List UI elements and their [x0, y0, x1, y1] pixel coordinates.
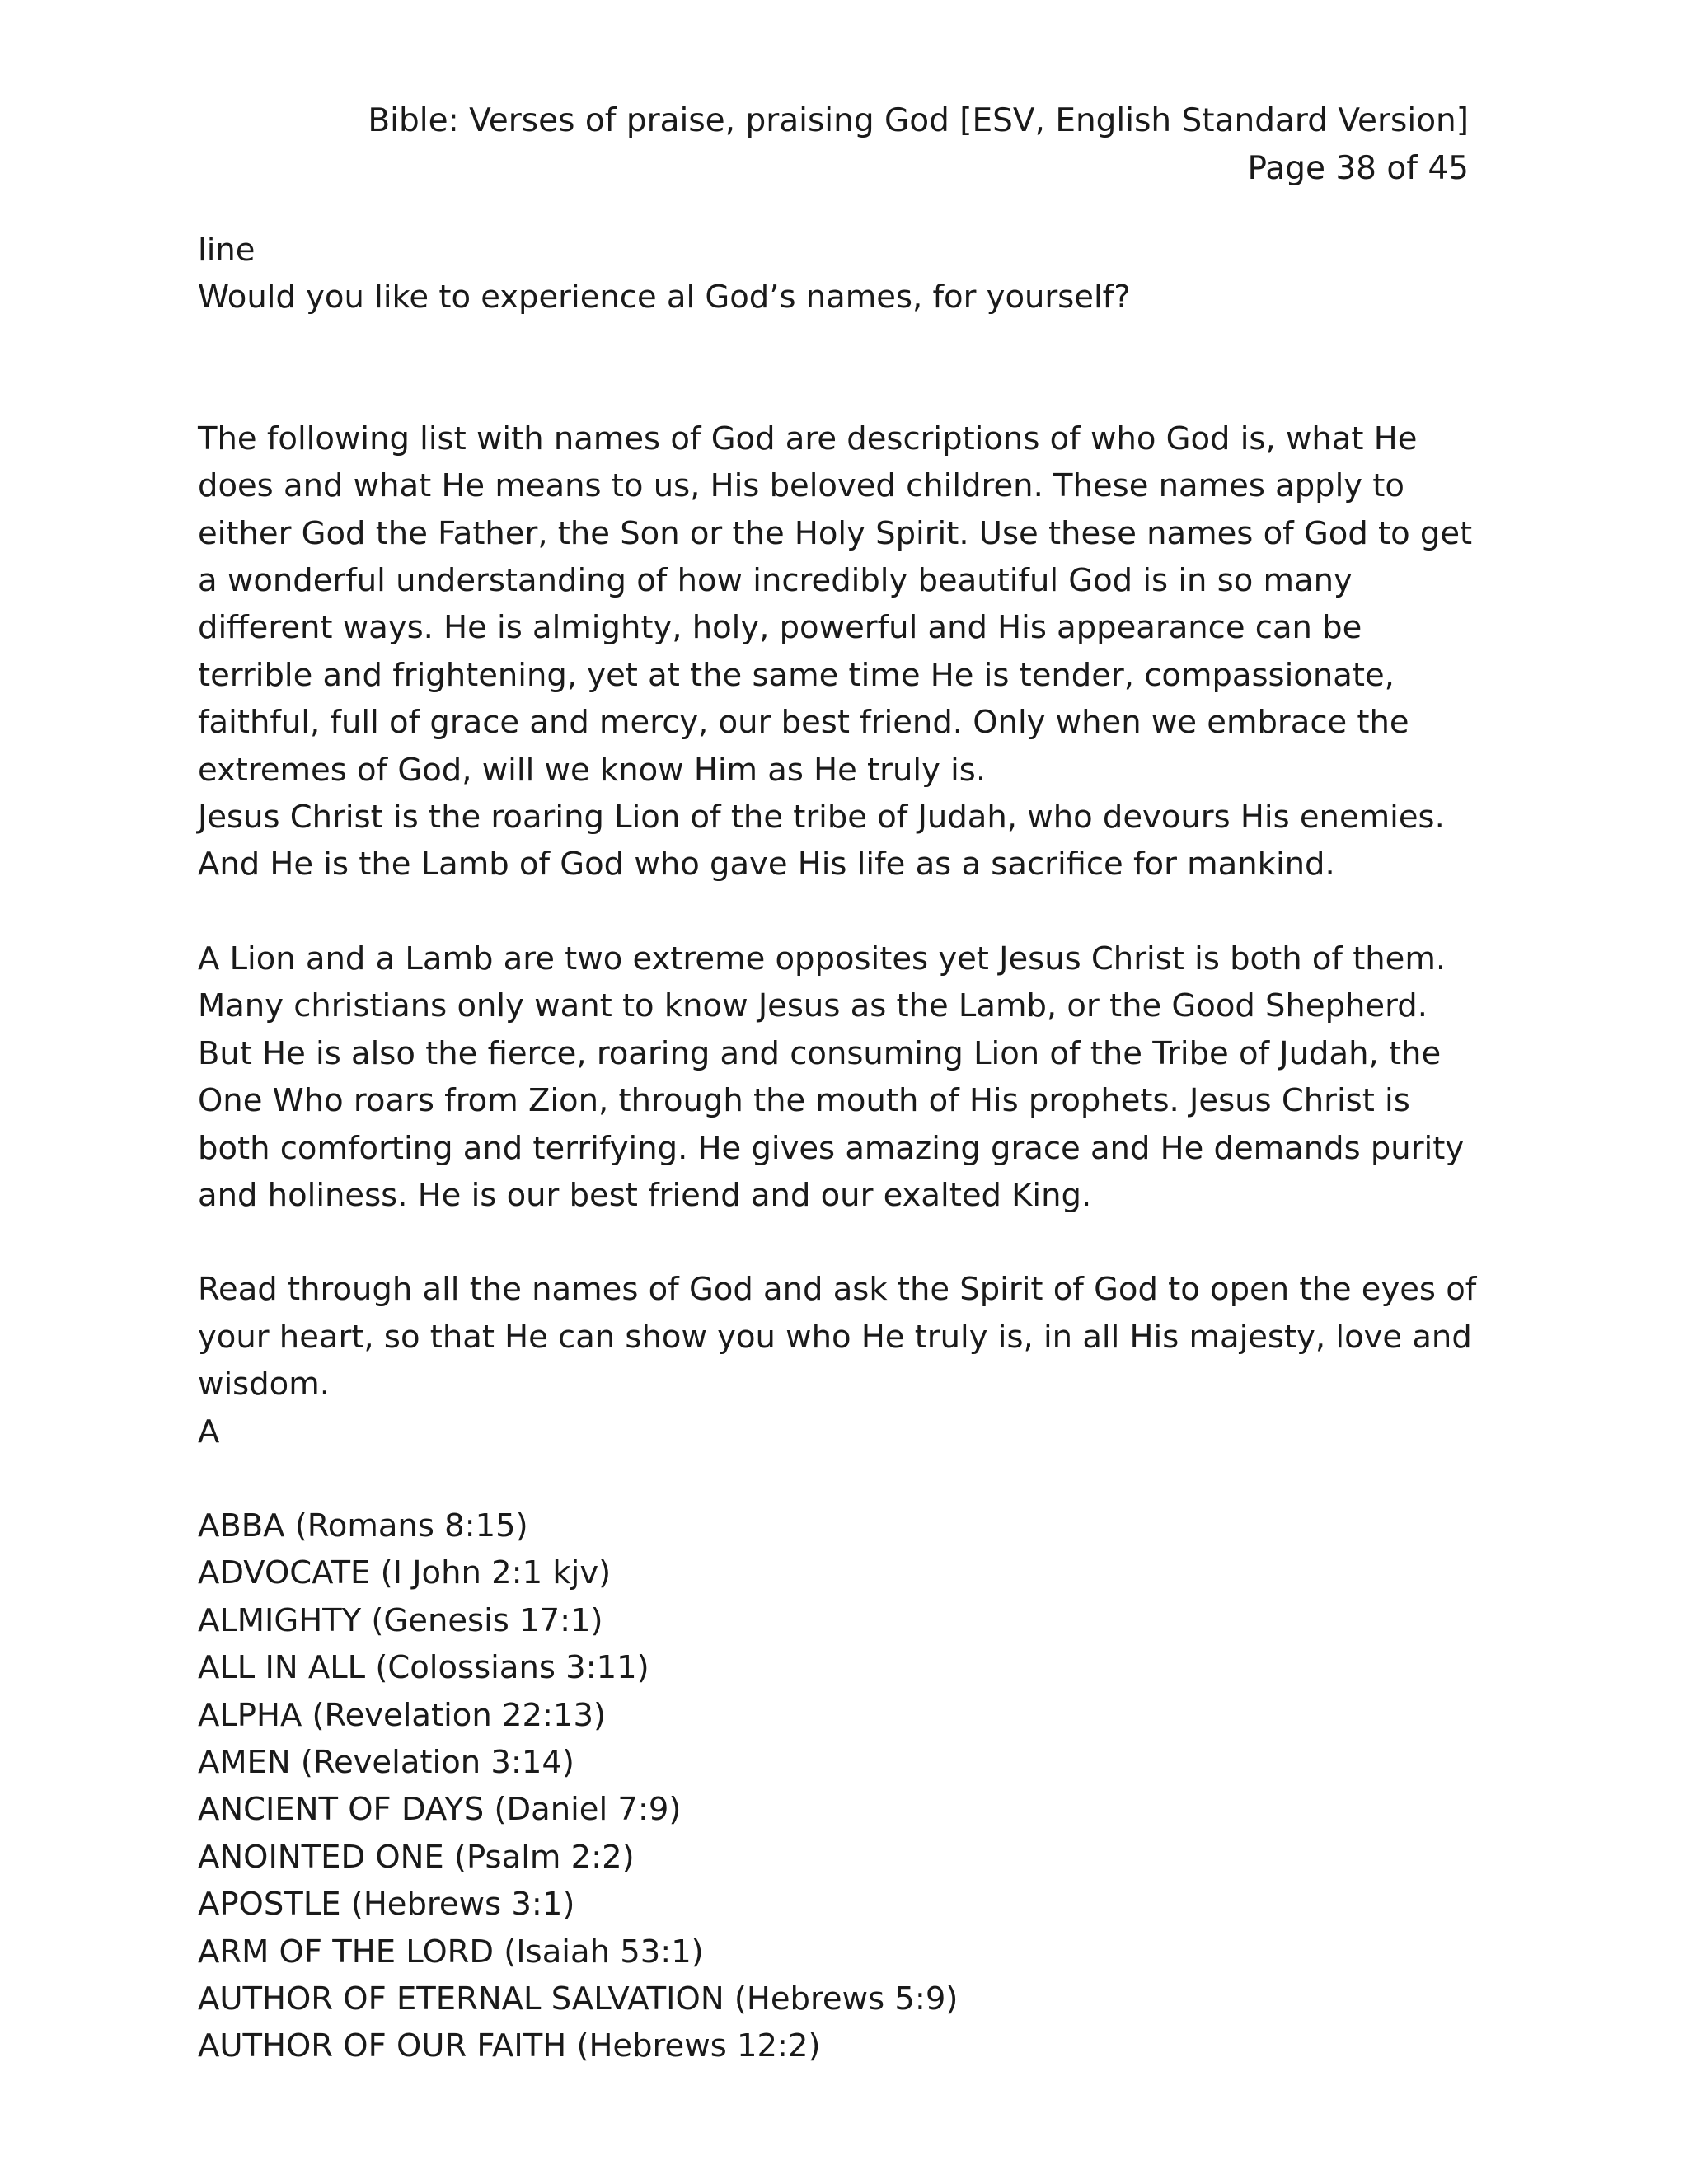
spacer — [198, 888, 1484, 935]
list-item: AUTHOR OF ETERNAL SALVATION (Hebrews 5:9) — [198, 1980, 959, 2018]
paragraph-opposites: A Lion and a Lamb are two extreme opposites yet Jesus Christ is both of them. Many christians only want to know Jesus as the Lamb, or the Good Shepherd. But He is also the fierce, roaring and consuming Lion of the Tribe of Judah, the One Who roars from Zion, through the mouth of His prophets. Jesus Christ is both comforting and terrifying. He gives amazing grace and He demands purity and holiness. He is our best friend and our exalted King. — [198, 940, 1465, 1214]
list-item: ANCIENT OF DAYS (Daniel 7:9) — [198, 1791, 682, 1829]
paragraph-lion-and-lamb: Jesus Christ is the roaring Lion of the tribe of Judah, who devours His enemies. And He is the Lamb of God who gave His life as a sacrifice for mankind. — [198, 799, 1445, 883]
paragraph-names-description: The following list with names of God are descriptions of who God is, what He does and what He means to us, His beloved children. These names apply to either God the Father, the Son or the Holy Spirit. Use these names of God to get a wonderful understanding of how incredibly beautiful God is in so many different ways. He is almighty, holy, powerful and His appearance can be terrible and frightening, yet at the same time He is tender, compassionate, faithful, full of grace and mercy, our best friend. Only when we embrace the extremes of God, will we know Him as He truly is. — [198, 419, 1473, 789]
list-item: ABBA (Romans 8:15) — [198, 1507, 528, 1544]
spacer — [198, 321, 1484, 415]
list-item: ARM OF THE LORD (Isaiah 53:1) — [198, 1933, 704, 1971]
list-item: AUTHOR OF OUR FAITH (Hebrews 12:2) — [198, 2027, 821, 2065]
list-item: ALMIGHTY (Genesis 17:1) — [198, 1601, 603, 1639]
page-header — [315, 97, 1469, 193]
section-letter: A — [198, 1413, 220, 1451]
spacer — [198, 1219, 1484, 1266]
header-title: Bible: Verses of praise, praising God [ESV, English Standard Version] — [368, 102, 1469, 139]
spacer — [198, 1455, 1484, 1502]
paragraph-read-through: Read through all the names of God and ask the Spirit of God to open the eyes of your heart, so that He can show you who He truly is, in all His majesty, love and wisdom. — [198, 1271, 1477, 1404]
list-item: APOSTLE (Hebrews 3:1) — [198, 1886, 575, 1924]
page-content — [198, 227, 1484, 2070]
list-item: ALPHA (Revelation 22:13) — [198, 1696, 606, 1734]
list-item: ADVOCATE (I John 2:1 kjv) — [198, 1554, 612, 1592]
intro-question: Would you like to experience al God’s names, for yourself? — [198, 279, 1131, 316]
page-number: Page 38 of 45 — [1247, 150, 1469, 187]
list-item: ANOINTED ONE (Psalm 2:2) — [198, 1838, 635, 1876]
names-of-god-list — [198, 1502, 1484, 2070]
line-word: line — [198, 232, 256, 269]
list-item: AMEN (Revelation 3:14) — [198, 1743, 574, 1781]
list-item: ALL IN ALL (Colossians 3:11) — [198, 1649, 649, 1687]
